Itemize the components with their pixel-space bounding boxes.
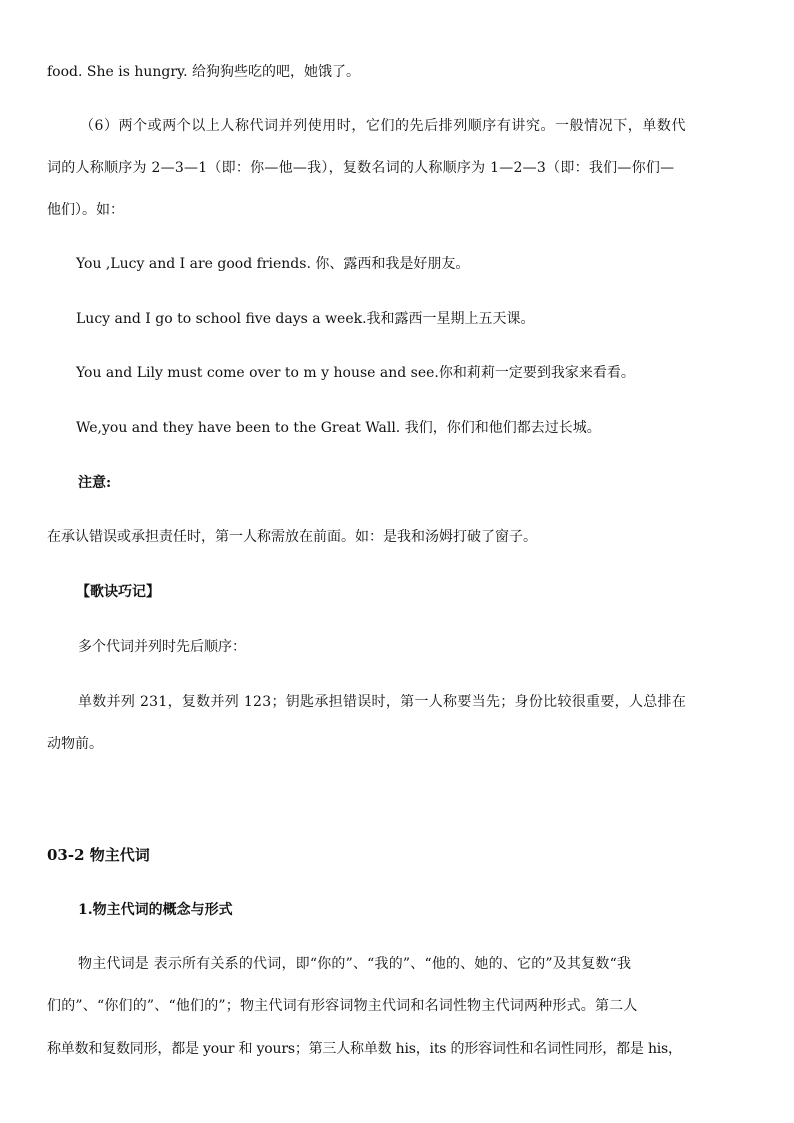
mnemonic-text: 单数并列 231，复数并列 123；钥匙承担错误时，第一人称要当先；身份比较很重要，人总排在 [78,694,687,710]
paragraph-line: 们的”、“你们的”、“他们的”；物主代词有形容词物主代词和名词性物主代词两种形式。第二人 [47,998,638,1014]
mnemonic-text: 动物前。 [47,736,103,752]
paragraph-line: 称单数和复数同形，都是 your 和 yours；第三人称单数 his，its 的形容词性和名词性同形，都是 his， [47,1041,682,1057]
mnemonic-label: 【歌诀巧记】 [76,584,160,600]
note-text: 在承认错误或承担责任时，第一人称需放在前面。如：是我和汤姆打破了窗子。 [47,529,537,545]
mnemonic-intro: 多个代词并列时先后顺序： [78,639,246,655]
example-sentence: You and Lily must come over to m y house and see.你和莉莉一定要到我家来看看。 [76,365,635,381]
example-sentence: You ,Lucy and I are good friends. 你、露西和我是好朋友。 [76,256,470,272]
subsection-title: 1.物主代词的概念与形式 [78,902,233,918]
example-sentence: Lucy and I go to school five days a week.我和露西一星期上五天课。 [76,311,535,327]
paragraph-line: 物主代词是 表示所有关系的代词，即“你的”、“我的”、“他的、她的、它的”及其复数“我 [78,956,632,972]
text-line: food. She is hungry. 给狗狗些吃的吧，她饿了。 [47,64,361,80]
example-sentence: We,you and they have been to the Great Wall. 我们，你们和他们都去过长城。 [76,420,601,436]
note-label: 注意: [78,475,112,491]
paragraph-line: 他们）。如： [47,202,124,218]
paragraph-line: 词的人称顺序为 2—3—1（即：你—他—我），复数名词的人称顺序为 1—2—3（即：我们—你们— [47,160,675,176]
section-title: 03-2 物主代词 [47,846,150,864]
paragraph-line: （6）两个或两个以上人称代词并列使用时，它们的先后排列顺序有讲究。一般情况下，单数代 [80,118,687,134]
